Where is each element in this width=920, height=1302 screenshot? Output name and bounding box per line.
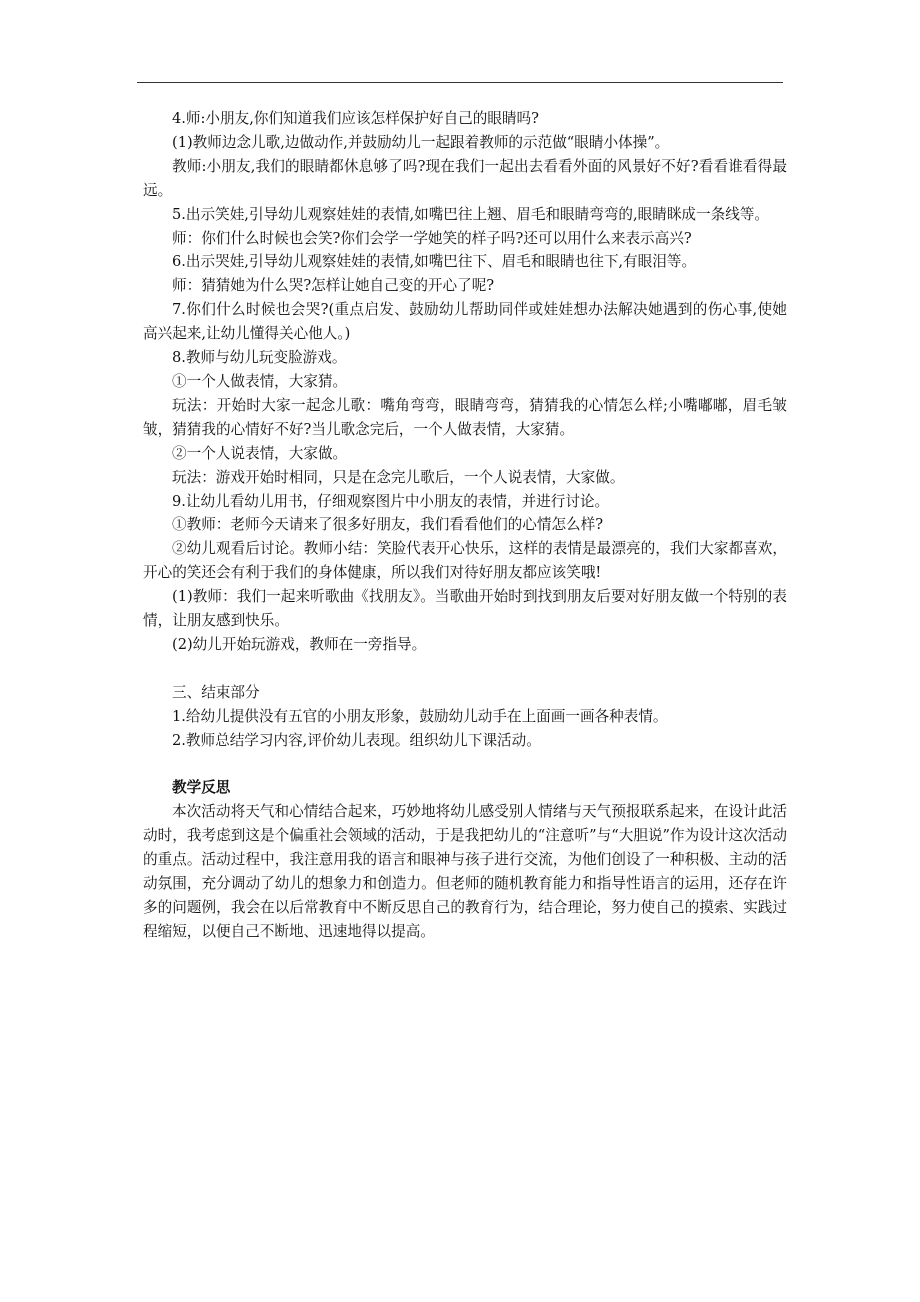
section-heading-ending: 三、结束部分 bbox=[172, 683, 260, 701]
ending-item-2: 2.教师总结学习内容,评价幼儿表现。组织幼儿下课活动。 bbox=[172, 731, 541, 749]
paragraph-step-8: 8.教师与幼儿玩变脸游戏。 bbox=[172, 349, 347, 367]
paragraph-step-4-1: (1)教师边念儿歌,边做动作,并鼓励幼儿一起跟着教师的示范做“眼睛小体操”。 bbox=[172, 133, 670, 151]
header-rule bbox=[137, 82, 783, 83]
paragraph-teacher-eyes: 教师:小朋友,我们的眼睛都休息够了吗?现在我们一起出去看看外面的风景好不好?看看谁看得最远。 bbox=[143, 157, 787, 199]
paragraph-step-9-2: ②幼儿观看后讨论。教师小结：笑脸代表开心快乐，这样的表情是最漂亮的，我们大家都喜欢，开心的笑还会有利于我们的身体健康，所以我们对待好朋友都应该笑哦! bbox=[143, 540, 787, 582]
document-body bbox=[143, 107, 787, 944]
paragraph-teacher-laugh: 师：你们什么时候也会笑?你们会学一学她笑的样子吗?还可以用什么来表示高兴? bbox=[172, 229, 692, 247]
section-spacer bbox=[143, 657, 787, 681]
paragraph-step-7: 7.你们什么时候也会哭?(重点启发、鼓励幼儿帮助同伴或娃娃想办法解决她遇到的伤心事,使她高兴起来,让幼儿懂得关心他人。) bbox=[143, 301, 787, 343]
paragraph-step-9-1: ①教师：老师今天请来了很多好朋友，我们看看他们的心情怎么样? bbox=[172, 516, 604, 534]
paragraph-game-2: ②一个人说表情，大家做。 bbox=[172, 444, 348, 462]
paragraph-game-1-rules: 玩法：开始时大家一起念儿歌：嘴角弯弯，眼睛弯弯，猜猜我的心情怎么样;小嘴嘟嘟，眉毛皱皱，猜猜我的心情好不好?当儿歌念完后，一个人做表情，大家猜。 bbox=[143, 396, 787, 438]
paragraph-play: (2)幼儿开始玩游戏，教师在一旁指导。 bbox=[172, 635, 427, 653]
reflection-heading: 教学反思 bbox=[172, 779, 231, 797]
paragraph-step-5: 5.出示笑娃,引导幼儿观察娃娃的表情,如嘴巴往上翘、眉毛和眼睛弯弯的,眼睛眯成一条线等。 bbox=[172, 205, 770, 223]
paragraph-game-2-rules: 玩法：游戏开始时相同，只是在念完儿歌后，一个人说表情，大家做。 bbox=[172, 468, 625, 486]
ending-item-1: 1.给幼儿提供没有五官的小朋友形象，鼓励幼儿动手在上面画一画各种表情。 bbox=[172, 707, 668, 725]
paragraph-game-1: ①一个人做表情，大家猜。 bbox=[172, 372, 348, 390]
paragraph-step-9: 9.让幼儿看幼儿用书，仔细观察图片中小朋友的表情，并进行讨论。 bbox=[172, 492, 610, 510]
paragraph-step-6: 6.出示哭娃,引导幼儿观察娃娃的表情,如嘴巴往下、眉毛和眼睛也往下,有眼泪等。 bbox=[172, 253, 697, 271]
paragraph-step-4: 4.师:小朋友,你们知道我们应该怎样保护好自己的眼睛吗? bbox=[172, 110, 539, 127]
paragraph-teacher-cry: 师：猜猜她为什么哭?怎样让她自己变的开心了呢? bbox=[172, 277, 495, 295]
paragraph-song: (1)教师：我们一起来听歌曲《找朋友》。当歌曲开始时到找到朋友后要对好朋友做一个特别的表情，让朋友感到快乐。 bbox=[143, 588, 787, 630]
reflection-body: 本次活动将天气和心情结合起来，巧妙地将幼儿感受别人情绪与天气预报联系起来，在设计此活动时，我考虑到这是个偏重社会领域的活动，于是我把幼儿的“注意听”与“大胆说”作为设计这次活动的重点。活动过程中，我注意用我的语言和眼神与孩子进行交流，为他们创设了一种积极、主动的活动氛围，充分调动了幼儿的想象力和创造力。但老师的随机教育能力和指导性语言的运用，还存在许多的问题例，我会在以后常教育中不断反思自己的教育行为，结合理论，努力使自己的摸索、实践过程缩短，以便自己不断地、迅速地得以提高。 bbox=[143, 803, 787, 940]
section-spacer bbox=[143, 752, 787, 776]
